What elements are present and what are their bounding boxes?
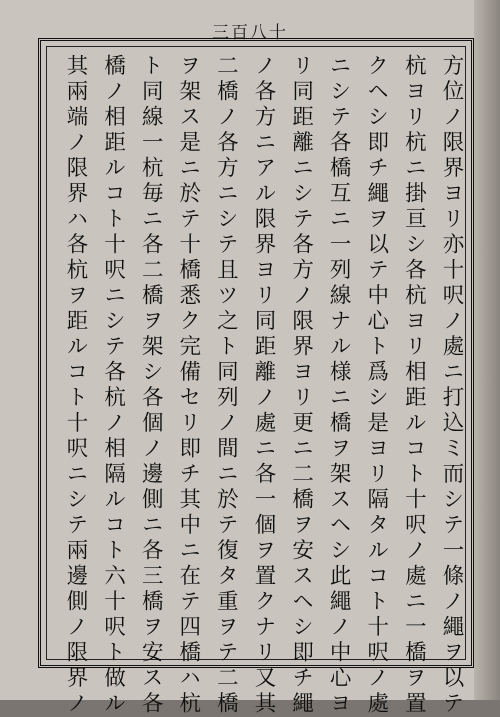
text-column: 二橋ノ各方ニシテ且ツ之ト同列ノ間ニ於テ復タ重ヲテ二橋 <box>213 54 239 717</box>
text-column: ト同線一杭毎ニ各二橋ヲ架シ各個ノ邊側ニ各三橋ヲ安ス各 <box>138 54 164 717</box>
text-columns <box>50 54 464 717</box>
text-column: ニシテ各橋互ニ一列線ナル様ニ橋ヲ架スヘシ此繩ノ中心ヨ <box>326 54 352 717</box>
page-number-header: 三百八十 <box>212 23 288 43</box>
text-column: 其兩端ノ限界ハ各杭ヲ距ルコト十呎ニシテ兩邊側ノ限界ノ <box>63 54 88 717</box>
text-column: ヲ架ス是ニ於テ十橋悉ク完備セリ即チ其中ニ在テ四橋ハ杭 <box>175 54 201 717</box>
text-column: クヘシ即チ繩ヲ以テ中心ト爲シ是ヨリ隔タルコト十呎ノ處 <box>363 54 389 717</box>
text-column: ノ各方ニアル限界ヨリ同距離ノ處ニ各一個ヲ置クナリ又其 <box>250 54 276 717</box>
text-column: リ同距離ニシテ各方ノ限界ヨリ更ニ二橋ヲ安スヘシ即チ繩 <box>288 54 314 717</box>
text-column: 方位ノ限界ヨリ亦十呎ノ處ニ打込ミ而シテ一條ノ繩ヲ以テ <box>438 54 464 717</box>
page-edge-shadow <box>474 0 500 700</box>
text-column: 橋ノ相距ルコト十呎ニシテ各杭ノ相隔ルコト六十呎ト做ル <box>100 54 126 717</box>
text-column: 杭ヨリ杭ニ掛亘シ各杭ヨリ相距ルコト十呎ノ處ニ一橋ヲ置 <box>401 54 427 717</box>
